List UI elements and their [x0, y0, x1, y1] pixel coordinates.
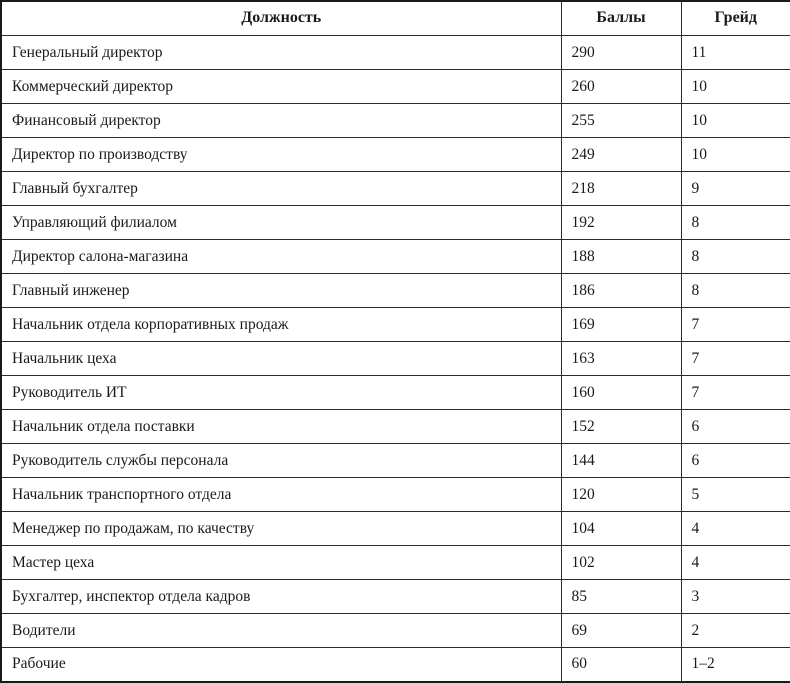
- points-cell: 69: [561, 614, 681, 648]
- position-cell: Главный бухгалтер: [1, 172, 561, 206]
- position-cell: Руководитель службы персонала: [1, 444, 561, 478]
- grade-cell: 10: [681, 138, 790, 172]
- position-cell: Мастер цеха: [1, 546, 561, 580]
- grade-cell: 8: [681, 240, 790, 274]
- position-cell: Управляющий филиалом: [1, 206, 561, 240]
- table-row: [1, 274, 790, 308]
- column-header-grade: Грейд: [681, 1, 790, 36]
- table-row: [1, 580, 790, 614]
- grade-cell: 7: [681, 342, 790, 376]
- table-row: [1, 70, 790, 104]
- table-row: [1, 614, 790, 648]
- points-cell: 85: [561, 580, 681, 614]
- position-cell: Генеральный директор: [1, 36, 561, 70]
- table-row: [1, 478, 790, 512]
- points-cell: 169: [561, 308, 681, 342]
- points-cell: 218: [561, 172, 681, 206]
- grade-cell: 9: [681, 172, 790, 206]
- position-cell: Водители: [1, 614, 561, 648]
- points-cell: 152: [561, 410, 681, 444]
- position-cell: Финансовый директор: [1, 104, 561, 138]
- position-cell: Начальник отдела поставки: [1, 410, 561, 444]
- grade-cell: 10: [681, 70, 790, 104]
- grade-cell: 3: [681, 580, 790, 614]
- table-row: [1, 240, 790, 274]
- points-cell: 290: [561, 36, 681, 70]
- table-row: [1, 512, 790, 546]
- position-cell: Директор по производству: [1, 138, 561, 172]
- points-cell: 160: [561, 376, 681, 410]
- grade-cell: 7: [681, 376, 790, 410]
- grade-cell: 4: [681, 512, 790, 546]
- points-cell: 186: [561, 274, 681, 308]
- position-cell: Менеджер по продажам, по качеству: [1, 512, 561, 546]
- position-cell: Начальник транспортного отдела: [1, 478, 561, 512]
- column-header-points: Баллы: [561, 1, 681, 36]
- table-row: [1, 206, 790, 240]
- table-row: [1, 172, 790, 206]
- points-cell: 120: [561, 478, 681, 512]
- position-cell: Рабочие: [1, 648, 561, 682]
- points-cell: 249: [561, 138, 681, 172]
- position-cell: Руководитель ИТ: [1, 376, 561, 410]
- table-row: [1, 648, 790, 682]
- points-cell: 188: [561, 240, 681, 274]
- position-cell: Главный инженер: [1, 274, 561, 308]
- position-cell: Коммерческий директор: [1, 70, 561, 104]
- column-header-position: Должность: [1, 1, 561, 36]
- grade-cell: 11: [681, 36, 790, 70]
- points-cell: 255: [561, 104, 681, 138]
- points-cell: 102: [561, 546, 681, 580]
- grade-cell: 5: [681, 478, 790, 512]
- table-header: [1, 1, 790, 36]
- table-row: [1, 546, 790, 580]
- grade-cell: 10: [681, 104, 790, 138]
- points-cell: 60: [561, 648, 681, 682]
- grade-cell: 7: [681, 308, 790, 342]
- table-row: [1, 308, 790, 342]
- grade-cell: 6: [681, 410, 790, 444]
- grade-cell: 8: [681, 274, 790, 308]
- table-row: [1, 342, 790, 376]
- points-cell: 163: [561, 342, 681, 376]
- table-row: [1, 138, 790, 172]
- points-cell: 260: [561, 70, 681, 104]
- points-cell: 192: [561, 206, 681, 240]
- points-cell: 144: [561, 444, 681, 478]
- grade-cell: 1–2: [681, 648, 790, 682]
- header-row: [1, 1, 790, 36]
- position-cell: Начальник отдела корпоративных продаж: [1, 308, 561, 342]
- table-row: [1, 444, 790, 478]
- grade-cell: 2: [681, 614, 790, 648]
- table-row: [1, 104, 790, 138]
- grade-cell: 8: [681, 206, 790, 240]
- table-body: [1, 36, 790, 682]
- table-row: [1, 376, 790, 410]
- points-cell: 104: [561, 512, 681, 546]
- table-row: [1, 36, 790, 70]
- grade-cell: 6: [681, 444, 790, 478]
- position-cell: Директор салона-магазина: [1, 240, 561, 274]
- position-cell: Бухгалтер, инспектор отдела кадров: [1, 580, 561, 614]
- position-cell: Начальник цеха: [1, 342, 561, 376]
- grade-cell: 4: [681, 546, 790, 580]
- table-row: [1, 410, 790, 444]
